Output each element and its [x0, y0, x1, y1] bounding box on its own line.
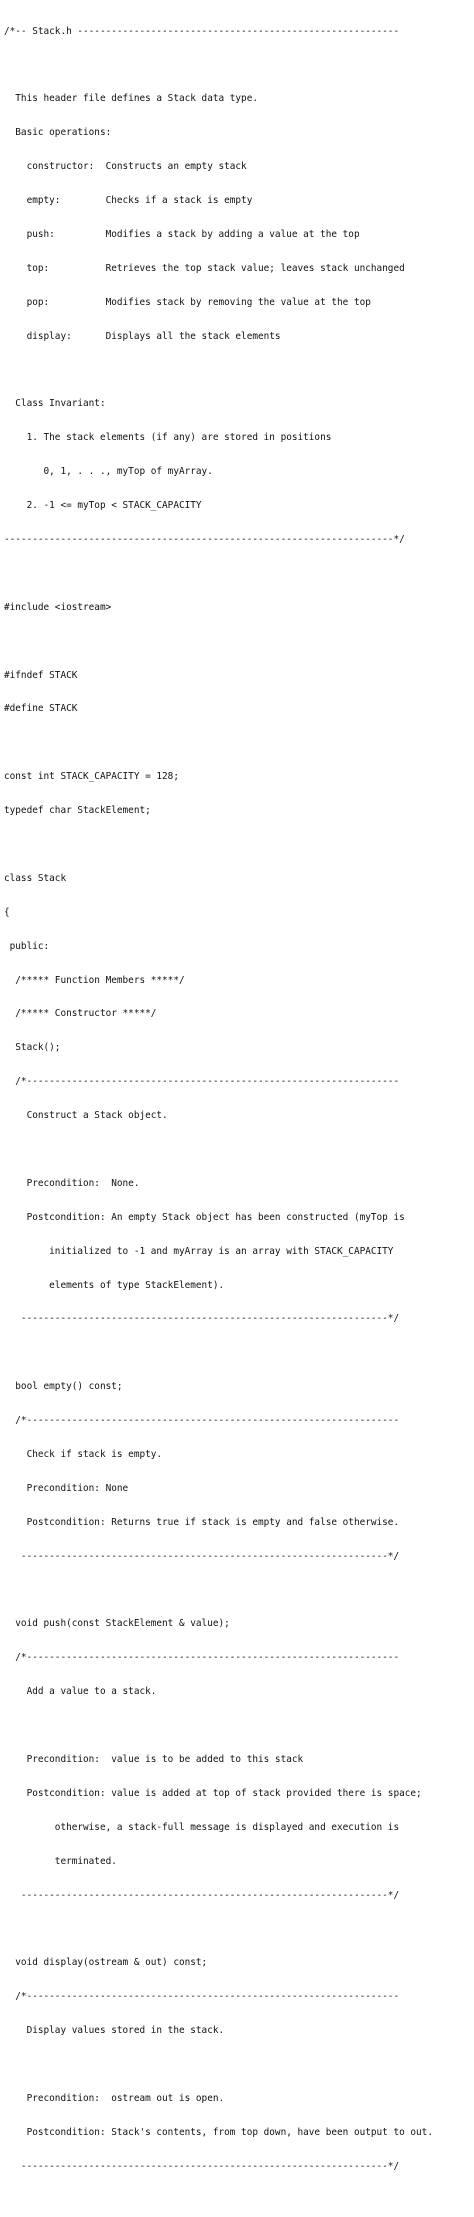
code-line: void display(ostream & out) const;: [4, 1957, 208, 1969]
code-line: [4, 1144, 474, 1155]
code-line: Postcondition: value is added at top of stack provided there is space;: [4, 1787, 422, 1799]
code-line: #ifndef STACK: [4, 669, 78, 681]
code-line: 1. The stack elements (if any) are stored in positions: [4, 432, 332, 444]
code-line: [4, 1347, 474, 1358]
code-line: Stack();: [4, 1042, 61, 1054]
code-line: ---------------------------------------------------------------------*/: [4, 533, 405, 545]
code-line: [4, 365, 474, 376]
code-line: Basic operations:: [4, 127, 112, 139]
code-line: #define STACK: [4, 703, 78, 715]
code-line: /*------------------------------------------------------------------: [4, 1991, 400, 2003]
code-line: terminated.: [4, 1855, 117, 1867]
code-line: /*------------------------------------------------------------------: [4, 1076, 400, 1088]
code-line: Display values stored in the stack.: [4, 2025, 225, 2037]
code-line: [4, 2195, 474, 2206]
code-line: [4, 636, 474, 647]
code-line: {: [4, 906, 10, 918]
code-line: public:: [4, 940, 50, 952]
code-line: typedef char StackElement;: [4, 805, 151, 817]
code-line: /***** Constructor *****/: [4, 1008, 157, 1020]
code-line: Postcondition: Returns true if stack is empty and false otherwise.: [4, 1516, 400, 1528]
code-line: [4, 1585, 474, 1596]
code-line: void push(const StackElement & value);: [4, 1618, 230, 1630]
code-line: 2. -1 <= myTop < STACK_CAPACITY: [4, 500, 202, 512]
code-line: const int STACK_CAPACITY = 128;: [4, 771, 179, 783]
code-line: constructor: Constructs an empty stack: [4, 161, 247, 173]
code-line: /***** Function Members *****/: [4, 974, 185, 986]
code-line: Precondition: value is to be added to this stack: [4, 1754, 304, 1766]
code-line: otherwise, a stack-full message is displayed and execution is: [4, 1821, 400, 1833]
code-line: -----------------------------------------------------------------*/: [4, 1550, 400, 1562]
code-line: Precondition: None.: [4, 1177, 140, 1189]
code-line: [4, 1720, 474, 1731]
code-line: 0, 1, . . ., myTop of myArray.: [4, 466, 213, 478]
code-line: /*------------------------------------------------------------------: [4, 1652, 400, 1664]
code-line: push: Modifies a stack by adding a value at the top: [4, 228, 360, 240]
code-line: class Stack: [4, 872, 67, 884]
code-line: Precondition: None: [4, 1482, 129, 1494]
code-line: initialized to -1 and myArray is an array with STACK_CAPACITY: [4, 1245, 394, 1257]
code-line: -----------------------------------------------------------------*/: [4, 1313, 400, 1325]
code-line: Postcondition: Stack's contents, from top down, have been output to out.: [4, 2126, 433, 2138]
code-line: pop: Modifies stack by removing the value at the top: [4, 296, 371, 308]
code-line: elements of type StackElement).: [4, 1279, 225, 1291]
code-line: /*-- Stack.h ---------------------------------------------------------: [4, 25, 400, 37]
code-line: [4, 737, 474, 748]
code-line: Construct a Stack object.: [4, 1110, 168, 1122]
code-line: Check if stack is empty.: [4, 1449, 163, 1460]
code-line: -----------------------------------------------------------------*/: [4, 1889, 400, 1901]
code-line: This header file defines a Stack data type.: [4, 93, 258, 105]
code-line: [4, 2059, 474, 2070]
code-line: top: Retrieves the top stack value; leaves stack unchanged: [4, 262, 405, 274]
code-line: /*------------------------------------------------------------------: [4, 1415, 400, 1427]
code-line: empty: Checks if a stack is empty: [4, 195, 253, 207]
code-line: Add a value to a stack.: [4, 1686, 157, 1698]
code-line: [4, 59, 474, 70]
code-line: [4, 568, 474, 579]
code-line: Precondition: ostream out is open.: [4, 2092, 225, 2104]
code-line: [4, 839, 474, 850]
code-line: -----------------------------------------------------------------*/: [4, 2160, 400, 2172]
code-line: [4, 1923, 474, 1934]
code-line: display: Displays all the stack elements: [4, 330, 281, 342]
code-line: #include <iostream>: [4, 601, 112, 613]
code-line: Class Invariant:: [4, 398, 106, 410]
code-line: bool empty() const;: [4, 1381, 123, 1393]
code-line: Postcondition: An empty Stack object has been constructed (myTop is: [4, 1211, 405, 1223]
